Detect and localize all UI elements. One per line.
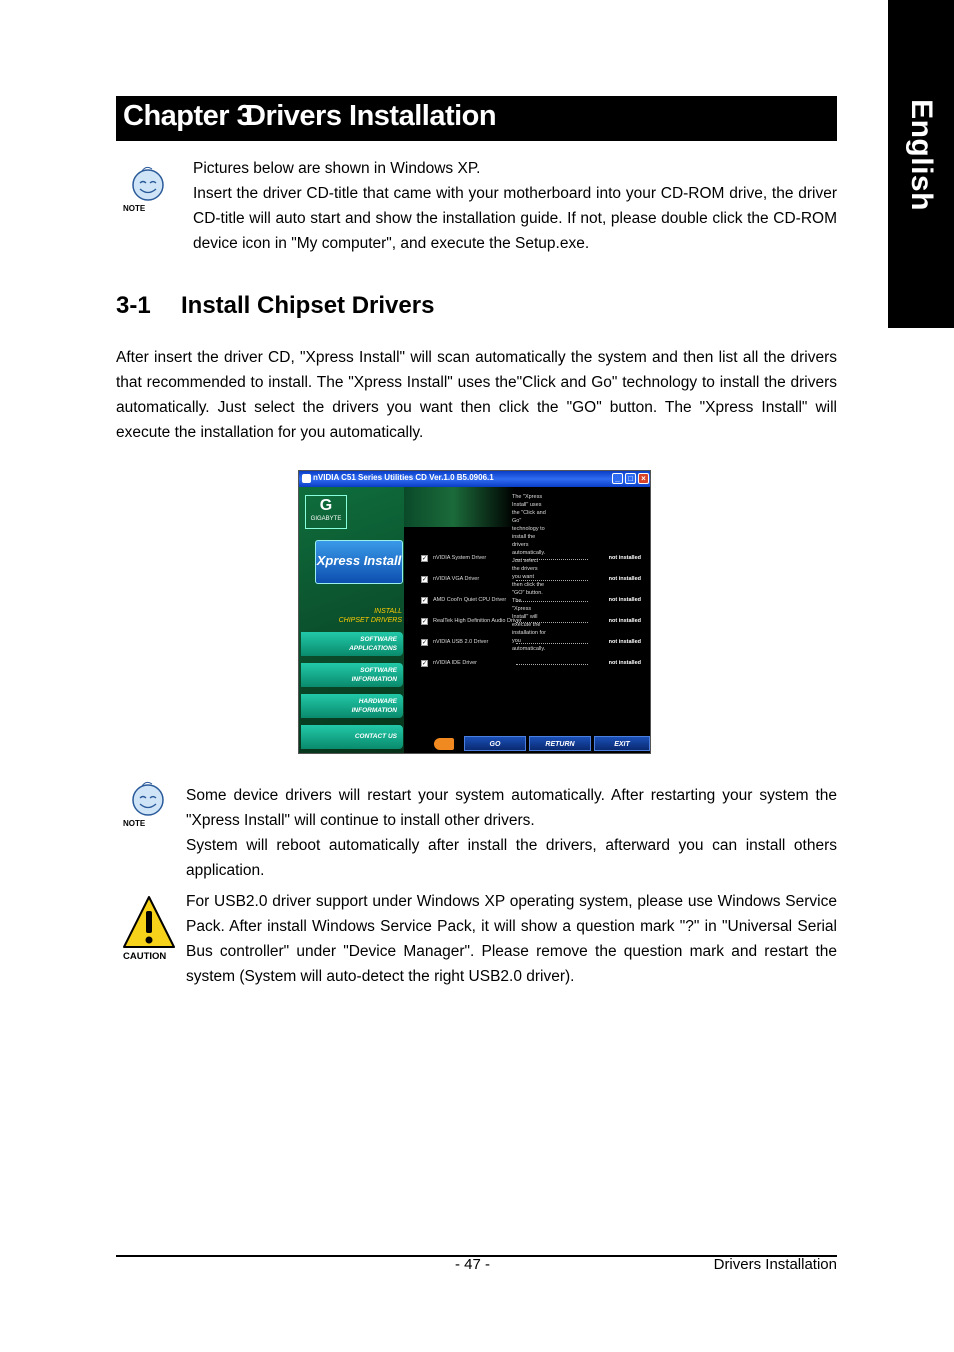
exit-button[interactable]: EXIT (594, 736, 650, 751)
driver-name: RealTek High Definition Audio Driver (433, 618, 522, 624)
driver-name: nVIDIA USB 2.0 Driver (433, 639, 489, 645)
body-text: After insert the driver CD, "Xpress Install" will scan automatically the system and then list all the drivers that recommended to install. The "Xpress Install" uses the"Click and Go" technology to install the drivers automatically. Just select the drivers you want then click the "GO" button. The "Xpress Install" will execute the installation for you automatically. (116, 349, 837, 441)
close-icon[interactable]: × (638, 473, 649, 484)
driver-status: not installed (608, 660, 641, 666)
info-line: The "Xpress Install" uses the "Click and Go" technology to install the drivers (512, 494, 546, 548)
window-body (299, 487, 650, 753)
menu-active-line1: INSTALL (374, 608, 402, 615)
note-icon-label: NOTE (123, 204, 146, 213)
driver-status: not installed (608, 597, 641, 603)
checkbox-checked-icon[interactable]: ✓ (422, 640, 428, 646)
driver-status: not installed (608, 555, 641, 561)
logo-mark-icon: G (319, 497, 333, 514)
driver-status: not installed (608, 618, 641, 624)
leader-dots (516, 622, 588, 623)
menu-line: SOFTWARE (360, 667, 397, 674)
app-icon (302, 474, 311, 483)
language-tab (888, 0, 954, 328)
menu-hardware-information[interactable] (301, 694, 403, 718)
leader-dots (516, 580, 588, 581)
page-number: - 47 - (455, 1256, 491, 1273)
checkbox-checked-icon[interactable]: ✓ (422, 577, 428, 583)
note-icon (118, 778, 174, 828)
leader-dots (516, 559, 588, 560)
menu-line: INFORMATION (351, 707, 397, 714)
section-number: 3-1 (116, 292, 151, 319)
go-button[interactable]: GO (464, 736, 526, 751)
menu-line: CONTACT US (354, 733, 397, 740)
note2-line: System will reboot automatically after install the drivers, afterward you can install others application. (186, 837, 837, 879)
checkbox-checked-icon[interactable]: ✓ (422, 661, 428, 667)
info-line: automatically. Just select the drivers you want then click the "GO" button. The (512, 550, 546, 604)
leader-dots (516, 601, 588, 602)
note-icon-label: NOTE (123, 819, 146, 828)
section-title: Install Chipset Drivers (181, 292, 435, 319)
menu-line: SOFTWARE (360, 636, 397, 643)
maximize-icon[interactable]: □ (625, 473, 636, 484)
return-button[interactable]: RETURN (529, 736, 591, 751)
logo-text: GIGABYTE (310, 516, 342, 522)
leader-dots (516, 643, 588, 644)
window-title: nVIDIA C51 Series Utilities CD Ver.1.0 B5.0906.1 (313, 473, 494, 482)
note2-text (186, 783, 837, 883)
chapter-title: Drivers Installation (245, 100, 497, 132)
menu-install-chipset-drivers[interactable] (304, 607, 402, 625)
note2-line: Some device drivers will restart your system automatically. After restarting your system the "Xpress Install" will continue to install other drivers. (186, 787, 837, 829)
footer-section: Drivers Installation (713, 1256, 837, 1273)
note1-text (193, 156, 837, 256)
driver-row[interactable] (421, 617, 643, 627)
driver-status: not installed (608, 576, 641, 582)
chapter-number: Chapter 3 (123, 100, 253, 132)
caution-line: For USB2.0 driver support under Windows XP operating system, please use Windows Service Pack. After install Windows Service Pack, it will show a question mark "?" in "Universal Serial Bus controller" under "Device Manager". Please remove the question mark and restart the system (System will auto-detect the right USB2.0 driver). (186, 893, 837, 985)
menu-line: HARDWARE (358, 698, 397, 705)
driver-row[interactable] (421, 659, 643, 669)
info-line: "Xpress Install" will execute the installation for you automatically. (512, 606, 546, 652)
menu-line: APPLICATIONS (349, 645, 397, 652)
menu-contact-us[interactable] (301, 725, 403, 749)
menu-software-information[interactable] (301, 663, 403, 687)
installer-button-bar (404, 735, 650, 753)
checkbox-checked-icon[interactable]: ✓ (422, 598, 428, 604)
checkbox-checked-icon[interactable]: ✓ (422, 556, 428, 562)
minimize-icon[interactable]: _ (612, 473, 623, 484)
gigabyte-logo (305, 495, 347, 529)
menu-active-line2: CHIPSET DRIVERS (338, 617, 402, 624)
note1-line: Pictures below are shown in Windows XP. (193, 160, 481, 177)
menu-software-applications[interactable] (301, 632, 403, 656)
driver-row[interactable] (421, 575, 643, 585)
installer-sidebar (299, 487, 404, 753)
menu-line: INFORMATION (351, 676, 397, 683)
driver-name: nVIDIA IDE Driver (433, 660, 478, 666)
pointing-hand-icon (434, 738, 454, 750)
driver-name: nVIDIA System Driver (433, 555, 487, 561)
note1-line: Insert the driver CD-title that came with your motherboard into your CD-ROM drive, the driver CD-title will auto start and show the installation guide. If not, please double click the CD-ROM device icon in "My computer", and execute the Setup.exe. (193, 185, 837, 252)
driver-row[interactable] (421, 638, 643, 648)
driver-status: not installed (608, 639, 641, 645)
driver-name: AMD Cool'n Quiet CPU Driver (433, 597, 507, 603)
caution-icon (120, 893, 178, 963)
window-titlebar (299, 471, 650, 487)
caution-text (186, 889, 837, 989)
chapter-header (116, 96, 837, 141)
driver-row[interactable] (421, 596, 643, 606)
driver-row[interactable] (421, 554, 643, 564)
caution-icon-label: CAUTION (123, 951, 167, 962)
checkbox-checked-icon[interactable]: ✓ (422, 619, 428, 625)
xpress-install-button[interactable]: Xpress Install (315, 540, 403, 584)
body-paragraph (116, 345, 837, 445)
language-tab-label: English (905, 99, 938, 211)
note-icon (118, 163, 174, 213)
leader-dots (516, 664, 588, 665)
installer-screenshot (298, 470, 651, 754)
driver-name: nVIDIA VGA Driver (433, 576, 480, 582)
